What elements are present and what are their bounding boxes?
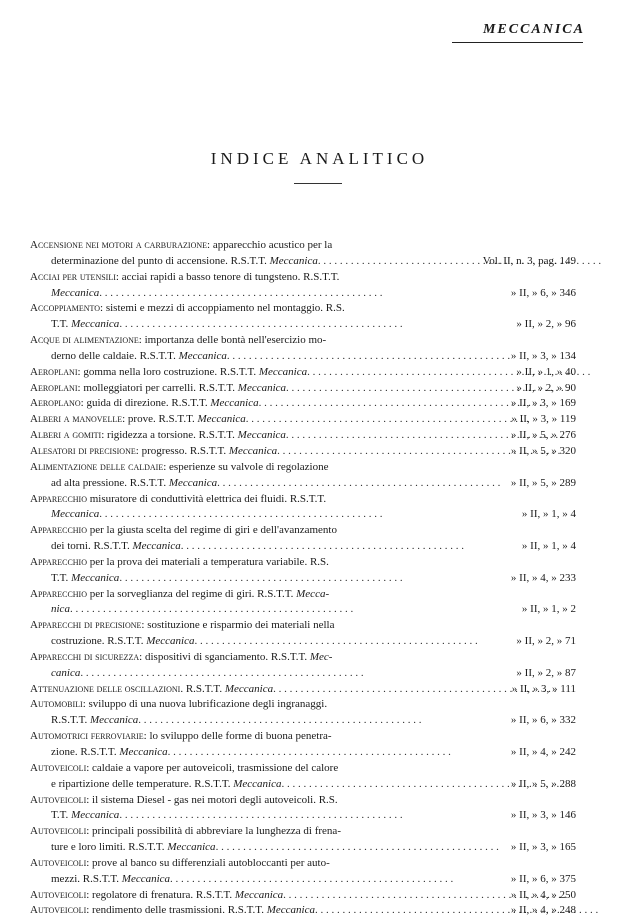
entry-line-text: Acque di alimentazione: importanza delle bontà nell'esercizio mo- bbox=[30, 334, 327, 347]
entry-heading: Autoveicoli bbox=[30, 904, 87, 917]
entry-line-text: Apparecchi di precisione: sostituzione e risparmio dei materiali nella bbox=[30, 619, 335, 632]
page-reference: » II, » 4, » 250 bbox=[510, 888, 576, 901]
entry-line bbox=[30, 270, 576, 286]
entry-line bbox=[30, 523, 576, 539]
index-entry bbox=[30, 238, 576, 270]
entry-heading: Attenuazione delle oscillazioni bbox=[30, 682, 181, 695]
entry-line-text: Apparecchi di sicurezza: dispositivi di sganciamento. R.S.T.T. Mec- bbox=[30, 650, 333, 663]
section-header: MECCANICA bbox=[482, 22, 585, 37]
entry-line-text: Alberi a manovelle: prove. R.S.T.T. Meccanica bbox=[30, 413, 246, 426]
entry-line-text bbox=[51, 634, 194, 650]
index-entry bbox=[30, 381, 576, 397]
entry-line-text bbox=[51, 808, 119, 824]
leader-dots bbox=[273, 682, 512, 698]
entry-line-text: Alimentazione delle caldaie: esperienze su valvole di regolazione bbox=[30, 460, 329, 473]
entry-line-text: Aeroplani: molleggiatori per carrelli. R.S.T.T. Meccanica bbox=[30, 381, 287, 394]
entry-line-text: Aeroplani: gomma nella loro costruzione. R.S.T.T. Meccanica bbox=[30, 365, 308, 378]
page-reference: » II, » 3, » 134 bbox=[510, 349, 576, 362]
leader-dots bbox=[70, 602, 522, 618]
page-reference: » II, » 1, » 2 bbox=[521, 603, 576, 616]
index-entry bbox=[30, 555, 576, 587]
entry-line bbox=[30, 840, 576, 856]
leader-dots bbox=[99, 286, 511, 302]
entry-text: misuratore di conduttività elettrica dei fluidi. R.S.T.T. bbox=[89, 492, 327, 505]
entry-text: dei torni. R.S.T.T. Meccanica bbox=[51, 540, 181, 553]
entry-text: importanza delle bontà nell'esercizio mo- bbox=[144, 334, 327, 347]
entry-line bbox=[30, 286, 576, 302]
page-reference: » II, » 1, » 40 bbox=[516, 365, 576, 378]
entry-text: per la prova dei materiali a temperatura variabile. R.S. bbox=[89, 555, 329, 568]
page-reference: » II, » 2, » 87 bbox=[516, 666, 576, 679]
entry-text: determinazione del punto di accensione. R.S.T.T. Meccanica bbox=[51, 254, 318, 267]
entry-line-text bbox=[51, 539, 181, 555]
entry-text: T.T. Meccanica bbox=[51, 571, 120, 584]
entry-line-text: Alberi a gomiti: rigidezza a torsione. R.S.T.T. Meccanica bbox=[30, 429, 286, 442]
leader-dots bbox=[259, 396, 511, 412]
entry-line bbox=[30, 492, 576, 508]
entry-heading: Alberi a gomiti bbox=[30, 429, 102, 442]
entry-line-text bbox=[51, 745, 168, 761]
leader-dots bbox=[286, 428, 511, 444]
index-entry bbox=[30, 587, 576, 619]
entry-text: sostituzione e risparmio dei materiali nella bbox=[147, 619, 335, 632]
entry-line bbox=[30, 539, 576, 555]
entry-line-text bbox=[51, 317, 119, 333]
entry-line bbox=[30, 444, 576, 460]
entry-line-text bbox=[30, 587, 329, 603]
index-entry bbox=[30, 444, 576, 460]
entry-heading: Autoveicoli bbox=[30, 825, 87, 838]
entry-text: sistemi e mezzi di accoppiamento nel montaggio. R.S. bbox=[105, 302, 345, 315]
entry-heading: Aeroplani bbox=[30, 381, 78, 394]
entry-text: molleggiatori per carrelli. R.S.T.T. Meccanica bbox=[83, 381, 287, 394]
entry-line-text bbox=[51, 666, 80, 682]
index-entry bbox=[30, 301, 576, 333]
entry-heading: Autoveicoli bbox=[30, 856, 87, 869]
index-entries bbox=[30, 238, 576, 919]
entry-line bbox=[30, 381, 576, 397]
entry-line bbox=[30, 888, 576, 904]
entry-line-text bbox=[51, 349, 227, 365]
entry-line-text: Autoveicoli: regolatore di frenatura. R.S.T.T. Meccanica bbox=[30, 888, 284, 901]
entry-line-text bbox=[51, 571, 119, 587]
entry-line-text bbox=[51, 840, 216, 856]
leader-dots bbox=[138, 713, 511, 729]
page-reference: » II, » 3, » 119 bbox=[511, 413, 576, 426]
entry-line-text: Autoveicoli: il sistema Diesel - gas nei motori degli autoveicoli. R.S. bbox=[30, 793, 338, 806]
page-reference: Vol. II, n. 3, pag. 149 bbox=[482, 254, 576, 267]
entry-line bbox=[30, 507, 576, 523]
index-entry bbox=[30, 824, 576, 856]
entry-line bbox=[30, 761, 576, 777]
entry-line bbox=[30, 903, 576, 919]
entry-text: T.T. Meccanica bbox=[51, 809, 120, 822]
leader-dots bbox=[217, 476, 511, 492]
entry-line bbox=[30, 745, 576, 761]
page-reference: » II, » 4, » 248 bbox=[510, 904, 576, 917]
entry-line bbox=[30, 349, 576, 365]
entry-line bbox=[30, 729, 576, 745]
entry-line bbox=[30, 317, 576, 333]
entry-text: ad alta pressione. R.S.T.T. Meccanica bbox=[51, 476, 218, 489]
entry-line-text: Autoveicoli: rendimento delle trasmissioni. R.S.T.T. Meccanica bbox=[30, 904, 315, 917]
entry-line bbox=[30, 555, 576, 571]
page-reference: » II, » 6, » 346 bbox=[510, 286, 576, 299]
entry-text: e ripartizione delle temperature. R.S.T.T. Meccanica bbox=[51, 777, 282, 790]
entry-line-text bbox=[30, 555, 329, 571]
entry-heading: Acciai per utensili bbox=[30, 270, 116, 283]
page-reference: » II, » 1, » 4 bbox=[521, 540, 576, 553]
entry-heading: Accensione nei motori a carburazione bbox=[30, 239, 208, 251]
index-entry bbox=[30, 412, 576, 428]
title-rule bbox=[294, 183, 342, 184]
entry-line-text bbox=[30, 492, 326, 508]
page-reference: » II, » 6, » 332 bbox=[510, 714, 576, 727]
leader-dots bbox=[119, 808, 511, 824]
entry-text: acciai rapidi a basso tenore di tungsteno. R.S.T.T. bbox=[121, 270, 340, 283]
entry-line-text bbox=[51, 713, 138, 729]
entry-text: mezzi. R.S.T.T. Meccanica bbox=[51, 872, 171, 885]
entry-line bbox=[30, 301, 576, 317]
entry-line bbox=[30, 254, 576, 270]
entry-text: guida di direzione. R.S.T.T. Meccanica bbox=[86, 397, 259, 410]
entry-line bbox=[30, 697, 576, 713]
leader-dots bbox=[246, 412, 512, 428]
entry-line-text bbox=[51, 254, 318, 270]
entry-text: principali possibilità di abbreviare la lunghezza di frena- bbox=[92, 825, 341, 838]
entry-text: per la sorveglianza del regime di giri. R.S.T.T. Mecca- bbox=[89, 587, 330, 600]
entry-line-text bbox=[51, 602, 70, 618]
entry-text: esperienze su valvole di regolazione bbox=[169, 460, 329, 473]
leader-dots bbox=[119, 571, 511, 587]
entry-line bbox=[30, 333, 576, 349]
entry-line-text: Automotrici ferroviarie: lo sviluppo delle forme di buona penetra- bbox=[30, 730, 332, 743]
entry-text: R.S.T.T. Meccanica bbox=[51, 714, 139, 727]
entry-line bbox=[30, 412, 576, 428]
entry-heading: Autoveicoli bbox=[30, 761, 87, 774]
entry-text: costruzione. R.S.T.T. Meccanica bbox=[51, 635, 195, 648]
entry-line bbox=[30, 713, 576, 729]
entry-heading: Alesatori di precisione bbox=[30, 444, 136, 457]
index-entry bbox=[30, 903, 576, 919]
entry-text: T.T. Meccanica bbox=[51, 318, 120, 331]
page-reference: » II, » 5, » 320 bbox=[510, 444, 576, 457]
entry-line bbox=[30, 571, 576, 587]
entry-text: Meccanica bbox=[51, 508, 100, 521]
index-entry bbox=[30, 618, 576, 650]
leader-dots bbox=[99, 507, 522, 523]
entry-text: apparecchio acustico per la bbox=[212, 239, 333, 251]
entry-line bbox=[30, 650, 576, 666]
entry-text: progresso. R.S.T.T. Meccanica bbox=[141, 444, 278, 457]
entry-line-text bbox=[51, 286, 99, 302]
page-reference: » II, » 5, » 276 bbox=[510, 429, 576, 442]
page-reference: » II, » 5, » 289 bbox=[510, 476, 576, 489]
index-entry bbox=[30, 650, 576, 682]
leader-dots bbox=[282, 777, 511, 793]
leader-dots bbox=[170, 872, 511, 888]
index-entry bbox=[30, 460, 576, 492]
entry-line-text: Alesatori di precisione: progresso. R.S.T.T. Meccanica bbox=[30, 444, 278, 457]
header-rule bbox=[452, 42, 583, 43]
entry-line bbox=[30, 777, 576, 793]
entry-line bbox=[30, 618, 576, 634]
entry-line-text: Automobili: sviluppo di una nuova lubrificazione degli ingranaggi. bbox=[30, 698, 328, 711]
page-title: INDICE ANALITICO bbox=[210, 149, 429, 168]
entry-line-text: Aeroplano: guida di direzione. R.S.T.T. Meccanica bbox=[30, 397, 259, 410]
leader-dots bbox=[227, 349, 511, 365]
entry-heading: Aeroplani bbox=[30, 365, 78, 378]
entry-text: R.S.T.T. Meccanica bbox=[185, 682, 274, 695]
leader-dots bbox=[315, 903, 511, 919]
entry-line-text: Attenuazione delle oscillazioni. R.S.T.T. Meccanica bbox=[30, 682, 274, 695]
entry-text: lo sviluppo delle forme di buona penetra- bbox=[149, 730, 332, 743]
entry-line bbox=[30, 682, 576, 698]
page-reference: » II, » 5, » 288 bbox=[510, 777, 576, 790]
page-reference: » II, » 2, » 71 bbox=[516, 635, 576, 648]
index-entry bbox=[30, 761, 576, 793]
index-entry bbox=[30, 729, 576, 761]
entry-line-text bbox=[51, 872, 170, 888]
entry-heading: Apparecchi di precisione bbox=[30, 619, 142, 632]
entry-text: rendimento delle trasmissioni. R.S.T.T. Meccanica bbox=[92, 904, 315, 917]
index-entry bbox=[30, 365, 576, 381]
entry-line bbox=[30, 602, 576, 618]
page-reference: » II, » 3, » 165 bbox=[510, 841, 576, 854]
entry-line-text bbox=[51, 777, 282, 793]
entry-heading: Acque di alimentazione bbox=[30, 334, 139, 347]
index-entry bbox=[30, 428, 576, 444]
entry-line-text bbox=[51, 507, 99, 523]
entry-line bbox=[30, 856, 576, 872]
leader-dots bbox=[181, 539, 522, 555]
page-reference: » II, » 1, » 4 bbox=[521, 508, 576, 521]
entry-line-text bbox=[51, 476, 217, 492]
leader-dots bbox=[307, 365, 516, 381]
page-reference: » II, » 2, » 96 bbox=[516, 318, 576, 331]
index-entry bbox=[30, 682, 576, 698]
entry-line-text: Accensione nei motori a carburazione: apparecchio acustico per la bbox=[30, 239, 333, 251]
page-reference: » II, » 2, » 90 bbox=[516, 381, 576, 394]
entry-line-text: Accoppiamento: sistemi e mezzi di accoppiamento nel montaggio. R.S. bbox=[30, 302, 345, 315]
entry-heading: Alimentazione delle caldaie bbox=[30, 460, 164, 473]
index-entry bbox=[30, 492, 576, 524]
entry-line bbox=[30, 476, 576, 492]
entry-line bbox=[30, 872, 576, 888]
entry-line-text: Autoveicoli: prove al banco su differenziali autobloccanti per auto- bbox=[30, 856, 330, 869]
entry-line bbox=[30, 460, 576, 476]
entry-line bbox=[30, 238, 576, 254]
entry-heading: Alberi a manovelle bbox=[30, 413, 123, 426]
index-entry bbox=[30, 888, 576, 904]
entry-heading: Apparecchio bbox=[30, 492, 87, 505]
entry-line bbox=[30, 587, 576, 603]
page-reference: » II, » 6, » 375 bbox=[510, 872, 576, 885]
page-reference: » II, » 3, » 111 bbox=[511, 682, 576, 695]
entry-text: nica bbox=[51, 603, 70, 616]
entry-line bbox=[30, 793, 576, 809]
entry-heading: Apparecchio bbox=[30, 524, 87, 537]
entry-heading: Automobili bbox=[30, 698, 83, 711]
entry-line bbox=[30, 428, 576, 444]
entry-line-text: Acciai per utensili: acciai rapidi a basso tenore di tungsteno. R.S.T.T. bbox=[30, 270, 340, 283]
leader-dots bbox=[194, 634, 516, 650]
entry-text: gomma nella loro costruzione. R.S.T.T. Meccanica bbox=[83, 365, 308, 378]
leader-dots bbox=[168, 745, 511, 761]
leader-dots bbox=[286, 381, 516, 397]
leader-dots bbox=[318, 254, 483, 270]
leader-dots bbox=[216, 840, 511, 856]
entry-line bbox=[30, 808, 576, 824]
entry-line bbox=[30, 365, 576, 381]
entry-text: prove. R.S.T.T. Meccanica bbox=[127, 413, 246, 426]
index-entry bbox=[30, 793, 576, 825]
entry-heading: Apparecchi di sicurezza bbox=[30, 650, 140, 663]
entry-text: rigidezza a torsione. R.S.T.T. Meccanica bbox=[107, 429, 286, 442]
page-reference: » II, » 4, » 242 bbox=[510, 746, 576, 758]
entry-text: dispositivi di sganciamento. R.S.T.T. Mec- bbox=[144, 650, 333, 663]
leader-dots bbox=[283, 888, 511, 904]
entry-line bbox=[30, 666, 576, 682]
entry-line bbox=[30, 396, 576, 412]
entry-text: sviluppo di una nuova lubrificazione degli ingranaggi. bbox=[88, 698, 328, 711]
page-reference: » II, » 3, » 169 bbox=[510, 397, 576, 410]
entry-text: zione. R.S.T.T. Meccanica bbox=[51, 746, 168, 758]
page-reference: » II, » 4, » 233 bbox=[510, 571, 576, 584]
entry-heading: Apparecchio bbox=[30, 587, 87, 600]
entry-text: canica bbox=[51, 666, 81, 679]
entry-text: regolatore di frenatura. R.S.T.T. Meccanica bbox=[92, 888, 284, 901]
index-entry bbox=[30, 396, 576, 412]
entry-line-text: Autoveicoli: principali possibilità di abbreviare la lunghezza di frena- bbox=[30, 825, 341, 838]
entry-text: Meccanica bbox=[51, 286, 100, 299]
entry-text: ture e loro limiti. R.S.T.T. Meccanica bbox=[51, 841, 216, 854]
entry-text: derno delle caldaie. R.S.T.T. Meccanica bbox=[51, 349, 227, 362]
entry-text: per la giusta scelta del regime di giri e dell'avanzamento bbox=[89, 524, 337, 537]
entry-heading: Accoppiamento bbox=[30, 302, 101, 315]
index-entry bbox=[30, 523, 576, 555]
entry-heading: Autoveicoli bbox=[30, 888, 87, 901]
leader-dots bbox=[80, 666, 516, 682]
entry-heading: Automotrici ferroviarie bbox=[30, 730, 144, 743]
entry-line-text: Autoveicoli: caldaie a vapore per autoveicoli, trasmissione del calore bbox=[30, 761, 339, 774]
entry-text: caldaie a vapore per autoveicoli, trasmissione del calore bbox=[92, 761, 339, 774]
entry-heading: Autoveicoli bbox=[30, 793, 87, 806]
entry-heading: Apparecchio bbox=[30, 555, 87, 568]
entry-text: il sistema Diesel - gas nei motori degli autoveicoli. R.S. bbox=[92, 793, 338, 806]
index-entry bbox=[30, 697, 576, 729]
index-entry bbox=[30, 270, 576, 302]
leader-dots bbox=[119, 317, 516, 333]
entry-heading: Aeroplano bbox=[30, 397, 81, 410]
entry-line bbox=[30, 824, 576, 840]
index-entry bbox=[30, 856, 576, 888]
entry-line-text bbox=[30, 523, 337, 539]
entry-line bbox=[30, 634, 576, 650]
index-entry bbox=[30, 333, 576, 365]
leader-dots bbox=[277, 444, 511, 460]
entry-text: prove al banco su differenziali autobloccanti per auto- bbox=[92, 856, 330, 869]
page-reference: » II, » 3, » 146 bbox=[510, 809, 576, 822]
